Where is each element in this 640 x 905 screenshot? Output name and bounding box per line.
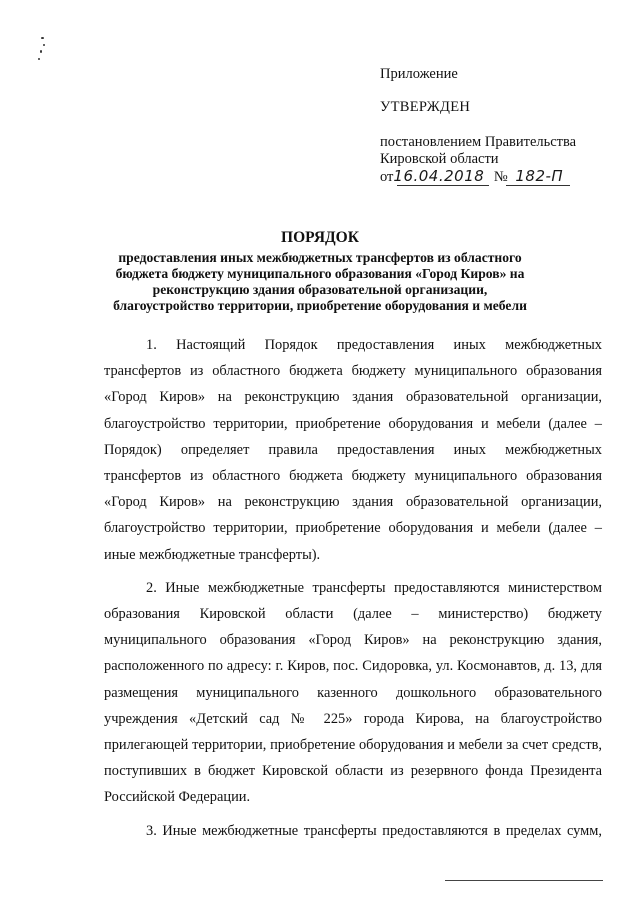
scan-speck <box>40 50 42 53</box>
handwritten-date: 16.04.2018 <box>393 167 485 185</box>
date-underline <box>397 185 489 186</box>
resolution-line-1: постановлением Правительства <box>380 134 577 150</box>
date-number-line <box>380 168 625 188</box>
handwritten-number: 182-П <box>515 167 564 185</box>
document-body <box>104 332 602 851</box>
title-subtitle: предоставления иных межбюджетных трансфертов из областного бюджета бюджету муниципального образования «Город Киров» на реконструкцию здания образовательной организации, благоустройство территории, приобретение оборудования и мебели <box>113 250 527 313</box>
title-main: ПОРЯДОК <box>281 229 359 246</box>
scan-speck <box>38 58 40 60</box>
paragraph-2: 2. Иные межбюджетные трансферты предоставляются министерством образования Кировской области (далее – министерство) бюджету муниципального образования «Город Киров» на реконструкцию здания, расположенного по адресу: г. Киров, пос. Сидоровка, ул. Космонавтов, д. 13, для размещения муниципального казенного дошкольного образовательного учреждения «Детский сад № 225» города Кирова, на благоустройство прилегающей территории, приобретение оборудования и мебели за счет средств, поступивших в бюджет Кировской области из резервного фонда Президента Российской Федерации. <box>104 579 602 806</box>
document-title <box>110 228 530 314</box>
resolution-line-2: Кировской области <box>380 151 499 167</box>
paragraph-3: 3. Иные межбюджетные трансферты предоставляются в пределах сумм, <box>146 822 602 839</box>
footer-rule <box>445 880 603 881</box>
number-sign: № <box>493 169 508 185</box>
number-underline <box>506 185 570 186</box>
approved-label: УТВЕРЖДЕН <box>380 99 471 115</box>
date-prefix: от <box>380 169 394 185</box>
paragraph-1: 1. Настоящий Порядок предоставления иных межбюджетных трансфертов из областного бюджета бюджету муниципального образования «Город Киров» на реконструкцию здания образовательной организации, благоустройство территории, приобретение оборудования и мебели (далее – Порядок) определяет правила предоставления иных межбюджетных трансфертов из областного бюджета бюджету муниципального образования «Город Киров» на реконструкцию здания образовательной организации, благоустройство территории, приобретение оборудования и мебели (далее – иные межбюджетные трансферты). <box>104 337 602 563</box>
appendix-label: Приложение <box>380 66 458 82</box>
scan-speck <box>41 37 44 39</box>
approval-block <box>380 66 625 188</box>
scan-speck <box>43 44 45 46</box>
